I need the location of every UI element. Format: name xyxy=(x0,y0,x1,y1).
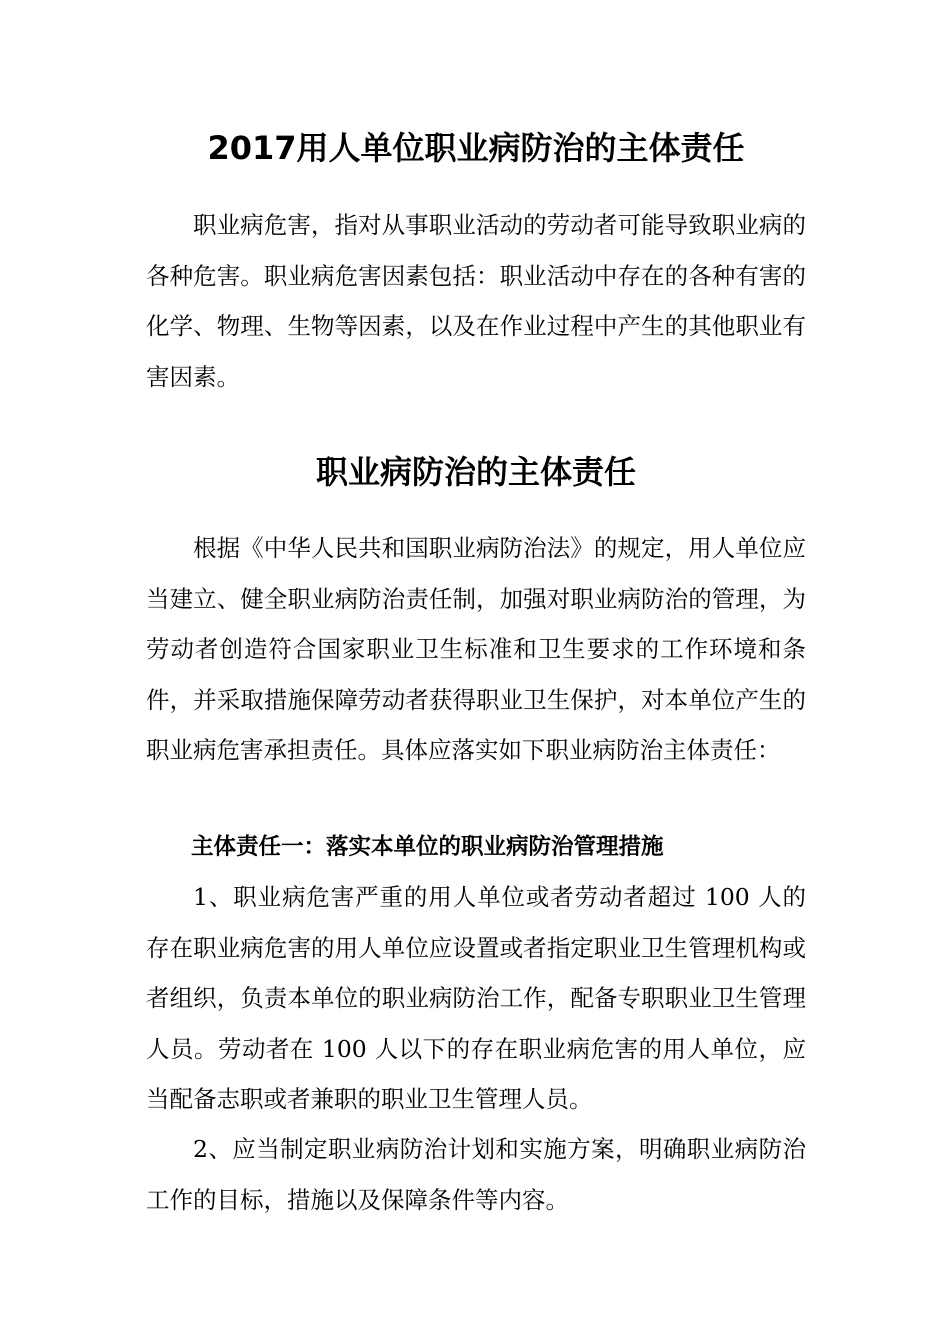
section-heading: 职业病防治的主体责任 xyxy=(315,453,636,491)
list-item-2: 2、应当制定职业病防治计划和实施方案，明确职业病防治工作的目标，措施以及保障条件等内容。 xyxy=(146,1135,806,1214)
intro-paragraph: 职业病危害，指对从事职业活动的劳动者可能导致职业病的各种危害。职业病危害因素包括：职业活动中存在的各种有害的化学、物理、生物等因素，以及在作业过程中产生的其他职业有害因素。 xyxy=(146,211,806,391)
document-title: 2017用人单位职业病防治的主体责任 xyxy=(207,129,745,167)
responsibility-subheading: 主体责任一：落实本单位的职业病防治管理措施 xyxy=(191,834,664,860)
law-paragraph: 根据《中华人民共和国职业病防治法》的规定，用人单位应当建立、健全职业病防治责任制，加强对职业病防治的管理，为劳动者创造符合国家职业卫生标准和卫生要求的工作环境和条件，并采取措施保障劳动者获得职业卫生保护，对本单位产生的职业病危害承担责任。具体应落实如下职业病防治主体责任： xyxy=(146,534,806,764)
list-item-1: 1、职业病危害严重的用人单位或者劳动者超过 100 人的存在职业病危害的用人单位应设置或者指定职业卫生管理机构或者组织，负责本单位的职业病防治工作，配备专职职业卫生管理人员。劳动者在 100 人以下的存在职业病危害的用人单位，应当配备志职或者兼职的职业卫生管理人员。 xyxy=(146,883,806,1113)
